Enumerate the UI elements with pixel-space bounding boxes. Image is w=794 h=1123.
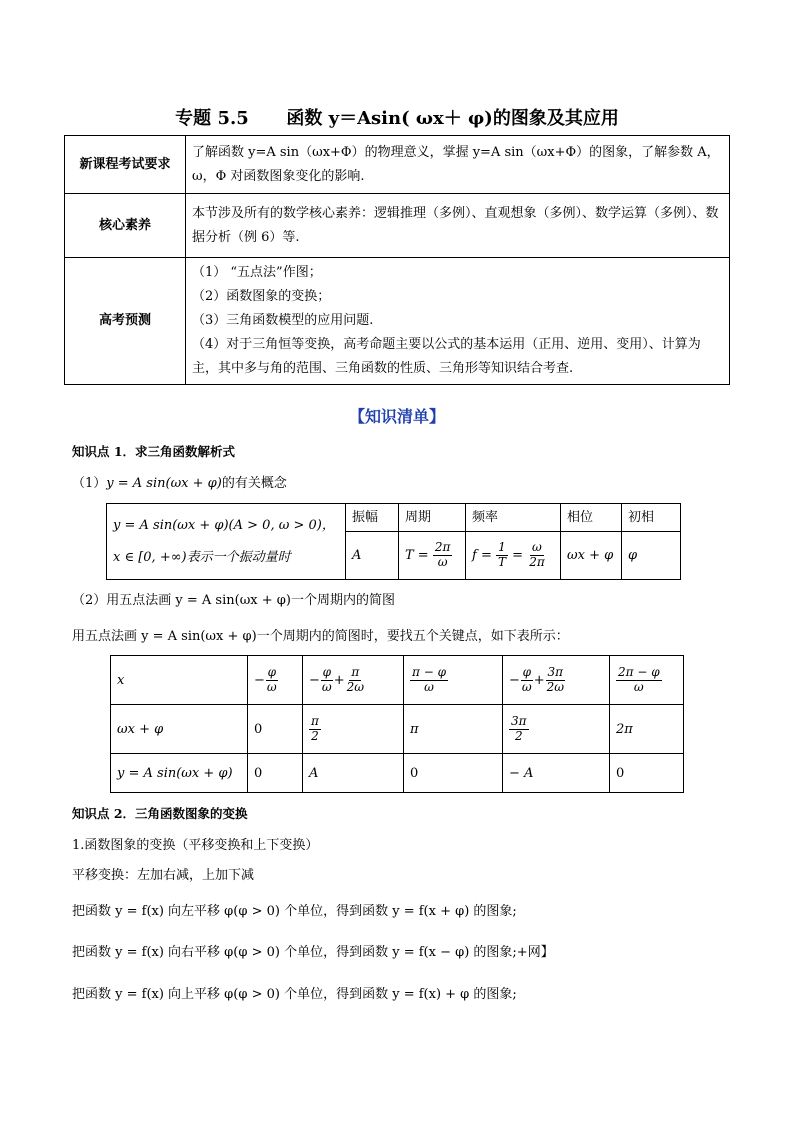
period-den: ω xyxy=(437,555,448,569)
freq-lhs: f = xyxy=(472,548,492,563)
freq-eq: = xyxy=(512,548,524,563)
x1-sign: − xyxy=(254,672,265,688)
concept-definition xyxy=(107,504,346,580)
phase-value: ωx + φ xyxy=(567,548,614,563)
freq-num2: ω xyxy=(532,540,542,555)
kp2-line-3: 把函数 y = f(x) 向上平移 φ(φ > 0) 个单位，得到函数 y = f(x) + φ 的图象; xyxy=(72,987,517,1002)
table-row xyxy=(65,136,730,194)
x2-num2: π xyxy=(351,664,360,679)
concept-table xyxy=(106,503,681,580)
initial-phase-value: φ xyxy=(628,548,638,563)
sub1-math: y = A sin(ωx + φ) xyxy=(106,476,222,491)
prediction-line: （4）对于三角恒等变换，高考命题主要以公式的基本运用（正用、逆用、变用）、计算为主，其中多与角的范围、三角函数的性质、三角形等知识结合考查. xyxy=(192,337,701,376)
row-label: 高考预测 xyxy=(65,258,186,385)
p2-num: π xyxy=(311,713,319,728)
header-initial-phase: 初相 xyxy=(622,504,681,532)
row-label: 核心素养 xyxy=(65,194,186,258)
period-num: 2π xyxy=(434,540,451,555)
x4-den: ω xyxy=(521,679,532,694)
row-label-y: y = A sin(ωx + φ) xyxy=(117,765,233,781)
p4-num: 3π xyxy=(511,713,527,728)
prediction-line: （3）三角函数模型的应用问题. xyxy=(192,313,374,328)
y-cell-1: 0 xyxy=(248,754,303,793)
freq-den1: T xyxy=(497,555,506,569)
kp2-line-2-text: 把函数 y = f(x) 向右平移 φ(φ > 0) 个单位，得到函数 y = f(x − φ) 的图象; xyxy=(72,945,517,960)
sub1-suffix: 的有关概念 xyxy=(221,476,287,491)
x1-num: φ xyxy=(267,664,276,679)
kp1-heading: 知识点 1．求三角函数解析式 xyxy=(72,444,236,459)
freq-fraction-2 xyxy=(527,541,547,570)
row-content: 本节涉及所有的数学核心素养：逻辑推理（多例）、直观想象（多例）、数学运算（多例）、数据分析（例 6）等. xyxy=(186,194,730,258)
x4-den2: 2ω xyxy=(546,679,565,694)
table-row xyxy=(111,754,684,793)
freq-fraction-1 xyxy=(496,541,508,570)
x4-sign: − xyxy=(509,672,520,688)
watermark-text: +网】 xyxy=(516,945,554,960)
freq-den2: 2π xyxy=(529,555,545,569)
y-cell-2 xyxy=(303,754,404,793)
table-row xyxy=(65,194,730,258)
kp2-line-2 xyxy=(72,941,554,960)
row-label-phase: ωx + φ xyxy=(117,721,164,737)
header-period: 周期 xyxy=(399,504,466,532)
kp2-rule: 平移变换：左加右减，上加下减 xyxy=(72,868,255,883)
x-cell-2 xyxy=(303,656,404,705)
row-label: 新课程考试要求 xyxy=(65,136,186,194)
kp1-sub2: （2）用五点法画 y = A sin(ωx + φ)一个周期内的简图 xyxy=(72,593,395,608)
x-cell-1 xyxy=(248,656,303,705)
page-title: 专题 5.5 函数 y＝Asin( ωx＋ φ)的图象及其应用 xyxy=(175,108,619,129)
p2-den: 2 xyxy=(311,728,319,743)
kp2-sub1: 1.函数图象的变换（平移变换和上下变换） xyxy=(72,838,319,853)
x2-plus: + xyxy=(333,672,345,688)
x2-den2: 2ω xyxy=(346,679,365,694)
x3-den: ω xyxy=(424,679,434,694)
x2-num: φ xyxy=(322,664,331,679)
phase-cell-4 xyxy=(503,705,610,754)
header-amplitude: 振幅 xyxy=(346,504,399,532)
row-content xyxy=(186,258,730,385)
x-cell-5 xyxy=(610,656,684,705)
header-frequency: 频率 xyxy=(466,504,561,532)
kp1-sub1 xyxy=(72,472,287,491)
x2-den: ω xyxy=(321,679,332,694)
x1-den: ω xyxy=(266,679,277,694)
x4-num: φ xyxy=(522,664,531,679)
period-value xyxy=(399,532,466,580)
x-cell-3 xyxy=(404,656,503,705)
p4-den: 2 xyxy=(514,728,523,743)
x3-num: π − φ xyxy=(412,664,446,679)
period-fraction xyxy=(433,541,453,570)
phase-cell-3 xyxy=(404,705,503,754)
phase-cell-2 xyxy=(303,705,404,754)
row-label-x: x xyxy=(117,672,125,688)
y-cell-4 xyxy=(503,754,610,793)
frequency-value xyxy=(466,532,561,580)
five-point-table xyxy=(110,655,684,793)
table-row xyxy=(65,258,730,385)
row-content: 了解函数 y=A sin（ωx+Φ）的物理意义，掌握 y=A sin（ωx+Φ）的图象，了解参数 A，ω，Φ 对函数图象变化的影响. xyxy=(186,136,730,194)
y-cell-5: 0 xyxy=(610,754,684,793)
concept-line2: x ∈ [0, +∞)表示一个振动量时 xyxy=(113,549,291,565)
x4-num2: 3π xyxy=(547,664,564,679)
phase-cell-1: 0 xyxy=(248,705,303,754)
amplitude-value: A xyxy=(352,548,362,563)
concept-line1: y = A sin(ωx + φ)(A > 0, ω > 0)， xyxy=(113,517,335,533)
period-lhs: T = xyxy=(405,548,429,563)
section-title: 【知识清单】 xyxy=(348,407,445,426)
phase-cell-5 xyxy=(610,705,684,754)
y4: − A xyxy=(509,765,534,781)
x5-num: 2π − φ xyxy=(618,664,660,679)
table-row xyxy=(111,705,684,754)
y2: A xyxy=(309,765,319,781)
x2-sign: − xyxy=(309,672,320,688)
x4-plus: + xyxy=(533,672,545,688)
header-phase: 相位 xyxy=(561,504,622,532)
kp2-heading: 知识点 2．三角函数图象的变换 xyxy=(72,806,248,821)
x-cell-4 xyxy=(503,656,610,705)
requirements-table xyxy=(64,135,730,385)
prediction-line: （2）函数图象的变换； xyxy=(192,289,331,304)
x5-den: ω xyxy=(633,679,644,694)
p5: 2π xyxy=(616,721,633,737)
table-row xyxy=(111,656,684,705)
five-intro: 用五点法画 y = A sin(ωx + φ)一个周期内的简图时，要找五个关键点，如下表所示： xyxy=(72,629,569,644)
y-cell-3: 0 xyxy=(404,754,503,793)
sub1-prefix: （1） xyxy=(72,476,107,491)
p3: π xyxy=(410,721,419,737)
prediction-line: （1） “五点法”作图； xyxy=(192,265,322,280)
freq-num1: 1 xyxy=(498,540,506,555)
kp2-line-1: 把函数 y = f(x) 向左平移 φ(φ > 0) 个单位，得到函数 y = f(x + φ) 的图象; xyxy=(72,904,517,919)
